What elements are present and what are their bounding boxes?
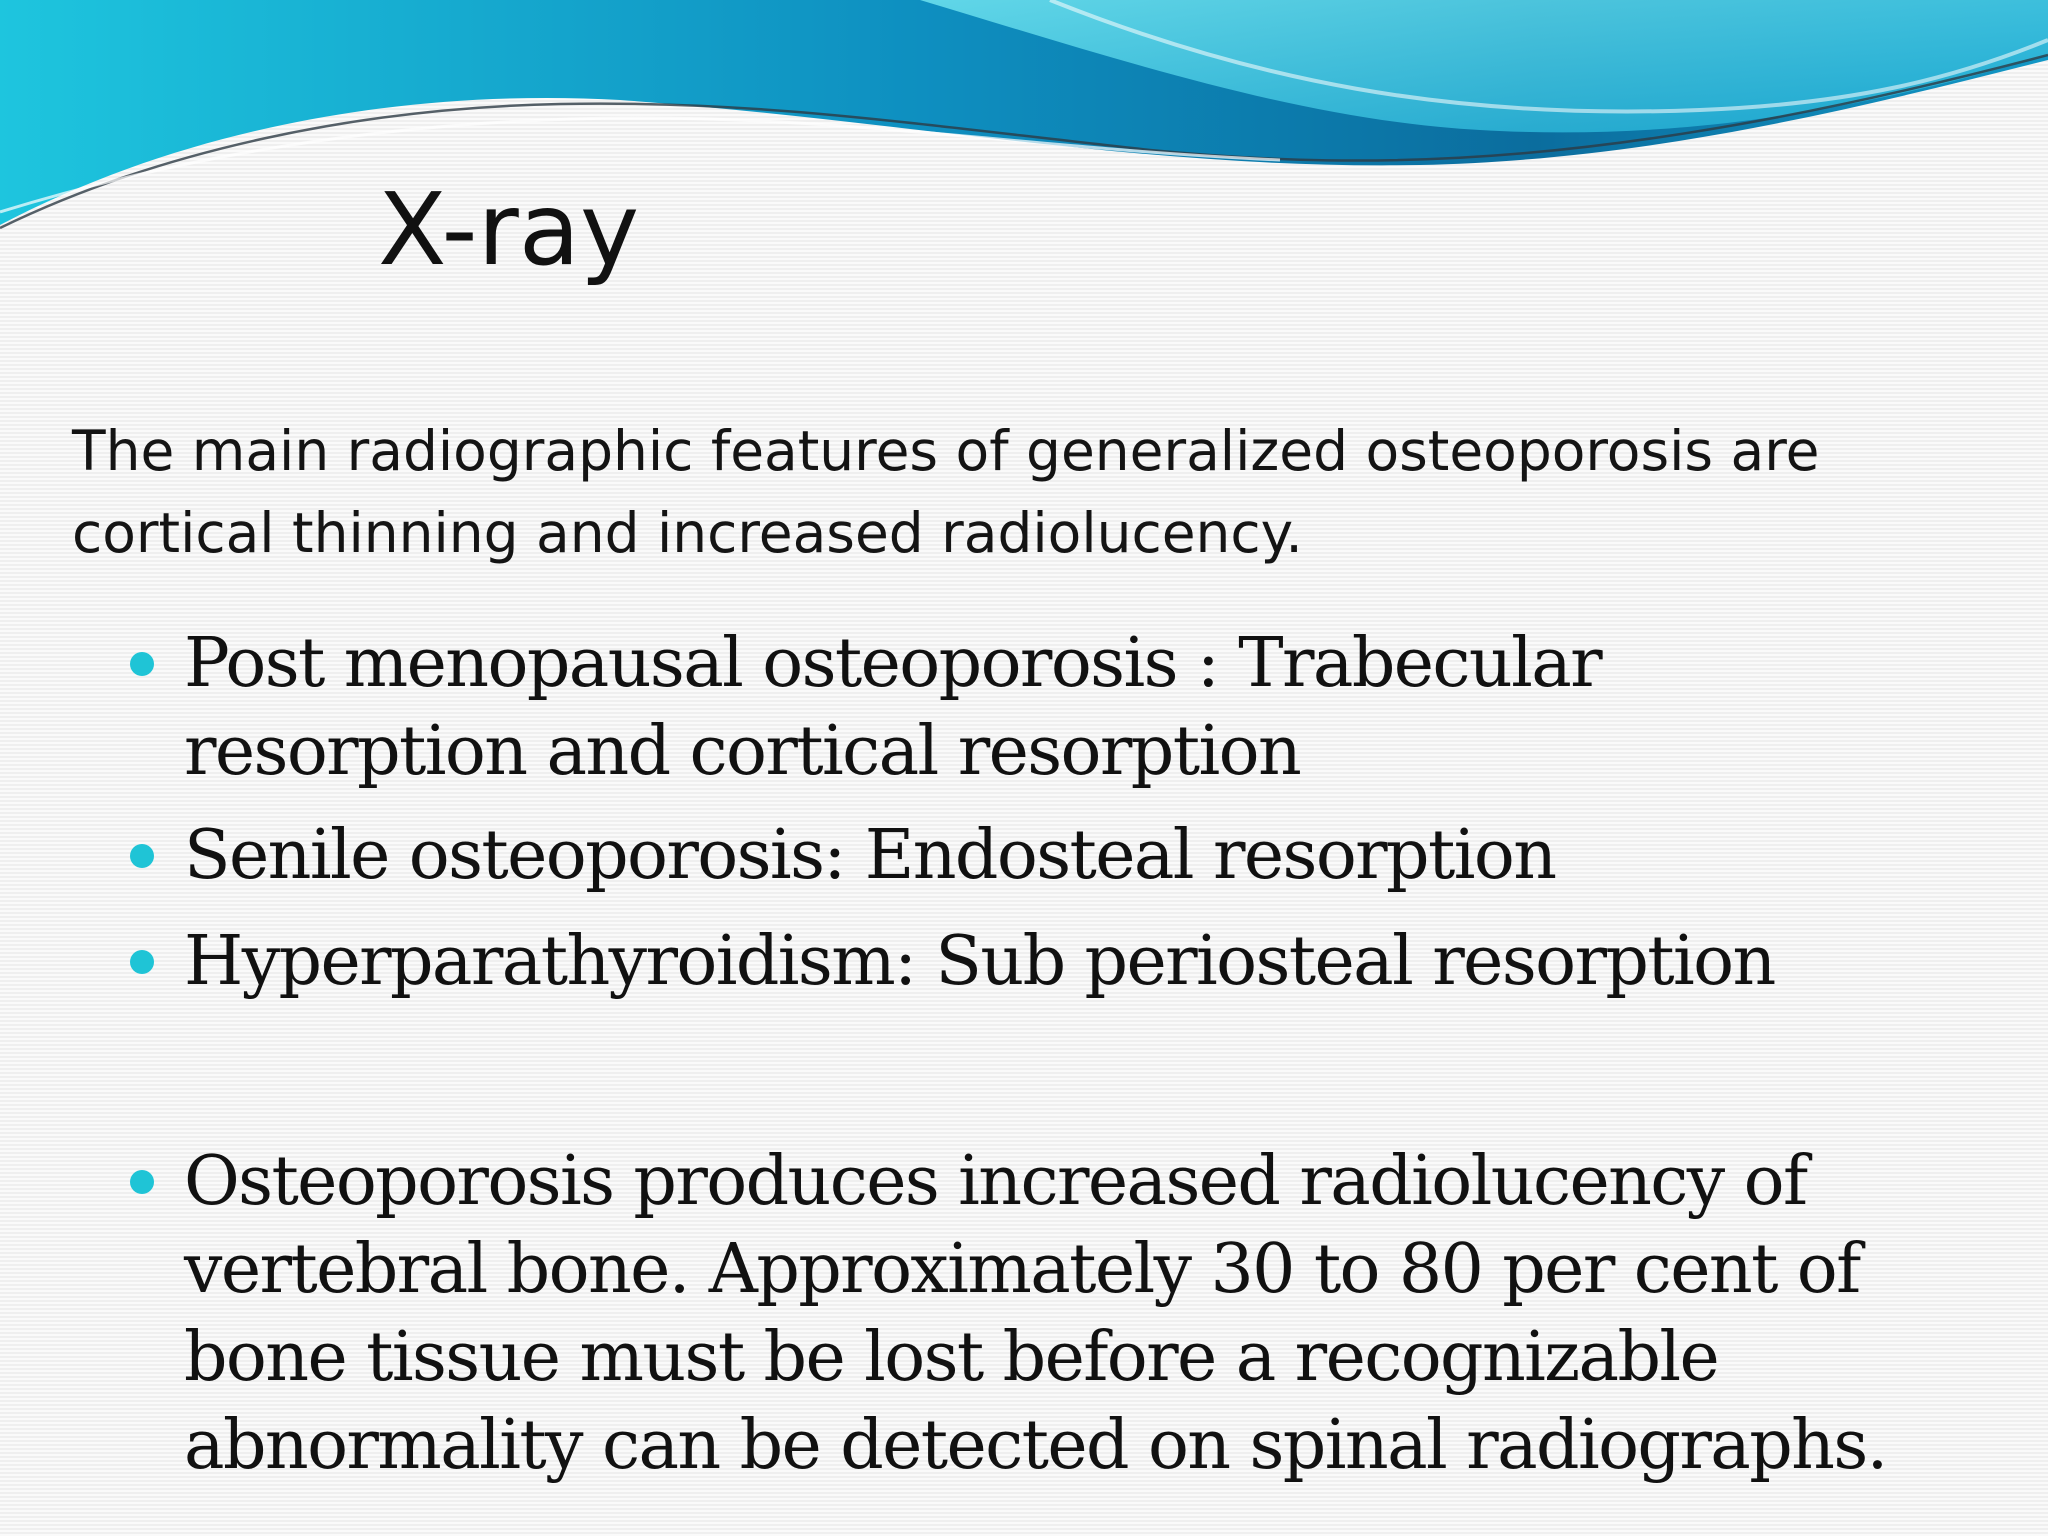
bullet-item [130, 812, 1920, 900]
bullet-dot-icon [130, 844, 154, 868]
bullet-text: Post menopausal osteoporosis : Trabecular resorption and cortical resorption [184, 624, 1602, 791]
intro-paragraph: The main radiographic features of generalized osteoporosis are cortical thinning and increased radiolucency. [72, 419, 1820, 565]
bullet-dot-icon [130, 1170, 154, 1194]
bullet-item [130, 918, 1920, 1006]
bullet-text: Osteoporosis produces increased radiolucency of vertebral bone. Approximately 30 to 80 per cent of bone tissue must be lost before a recognizable abnormality can be detected on spinal radiographs. [184, 1142, 1887, 1485]
bullet-text: Senile osteoporosis: Endosteal resorption [184, 816, 1556, 895]
bullet-dot-icon [130, 652, 154, 676]
bullet-item [130, 1138, 1920, 1490]
bullet-text: Hyperparathyroidism: Sub periosteal resorption [184, 922, 1775, 1001]
bullet-dot-icon [130, 950, 154, 974]
bullet-item [130, 620, 1920, 796]
slide-title: X-ray [378, 171, 640, 288]
header-wave-decoration [0, 0, 2048, 240]
